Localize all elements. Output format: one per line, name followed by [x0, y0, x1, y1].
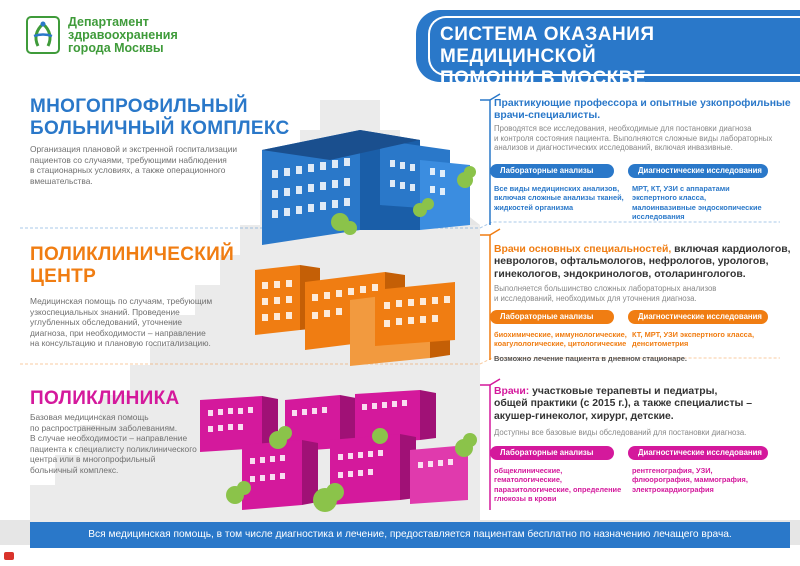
- clinic-lab-line: паразитологические, определение: [494, 484, 622, 494]
- clinic-lab-line: общеклинические,: [494, 466, 563, 475]
- polyclinic-center-building-illustration: [255, 265, 455, 366]
- hospital-lab-label: Лабораторные анализы: [490, 164, 614, 178]
- clinic-diag-line: рентгенография, УЗИ,: [632, 466, 713, 475]
- center-head-line-2: неврологов, офтальмологов, нефрологов, урологов,: [494, 256, 769, 268]
- center-desc-line: узкоспециальных знаний. Проведение: [30, 306, 180, 317]
- center-head-line-3: гинекологов, эндокринологов, отоларингологов.: [494, 268, 746, 280]
- clinic-diag-label: Диагностические исследования: [628, 446, 768, 460]
- clinic-desc-line: больничный комплекс.: [30, 464, 119, 475]
- logo: [26, 16, 178, 55]
- clinic-building-illustration: [200, 390, 477, 512]
- clinic-subtext: [494, 428, 794, 438]
- hospital-diag-line: исследования: [632, 212, 685, 222]
- footer-bar: [30, 522, 790, 548]
- clinic-desc-line: по распространенным заболеваниям.: [30, 422, 178, 433]
- center-diag-text: [632, 330, 782, 349]
- center-head-bold: Врачи основных специальностей,: [494, 244, 672, 255]
- center-title-line-1: ПОЛИКЛИНИЧЕСКИЙ: [30, 244, 235, 265]
- hospital-diag-line: малоинвазивные эндоскопические: [632, 202, 762, 212]
- clinic-lab-line: гематологические,: [494, 475, 562, 485]
- clinic-desc-line: В случае необходимости – направление: [30, 433, 188, 444]
- center-lab-label: Лабораторные анализы: [490, 310, 614, 324]
- center-diag-label: Диагностические исследования: [628, 310, 768, 324]
- hospital-lab-line: Все виды медицинских анализов,: [494, 184, 620, 193]
- clinic-description: [30, 412, 220, 476]
- hospital-description: [30, 144, 260, 186]
- logo-line-2: здравоохранения: [68, 28, 178, 42]
- hospital-title-line-1: МНОГОПРОФИЛЬНЫЙ: [30, 96, 248, 117]
- hospital-sub-line: и контроля состояния пациента. Выполняются сложные виды лабораторных: [494, 133, 773, 143]
- center-diag-line: КТ, МРТ, УЗИ экспертного класса,: [632, 330, 755, 339]
- hospital-diag-line: МРТ, КТ, УЗИ с аппаратами: [632, 184, 730, 193]
- hospital-sub-line: анализов и диагностических исследований, включая инвазивные.: [494, 143, 733, 153]
- clinic-head-line-3: акушер-гинеколог, хирург, детские.: [494, 410, 674, 422]
- center-desc-line: диагноза, при необходимости – направление: [30, 327, 206, 338]
- page-title-line-1: СИСТЕМА ОКАЗАНИЯ МЕДИЦИНСКОЙ: [440, 24, 655, 67]
- center-note: Возможно лечение пациента в дневном стационаре.: [494, 354, 687, 363]
- hospital-sub-line: Проводятся все исследования, необходимые для постановки диагноза: [494, 124, 752, 133]
- hospital-doctors-heading: [494, 98, 794, 123]
- center-description: [30, 296, 250, 349]
- department-emblem-icon: [26, 16, 60, 54]
- center-desc-line: углубленных обследований, уточнение: [30, 317, 183, 328]
- title-banner: [416, 10, 800, 89]
- clinic-desc-line: Базовая медицинская помощь: [30, 412, 149, 422]
- center-section-title: [30, 244, 234, 288]
- logo-line-3: города Москвы: [68, 41, 164, 55]
- hospital-head-line-2: врачи-специалисты.: [494, 110, 601, 122]
- clinic-diag-text: [632, 466, 782, 494]
- page-title-line-2: ПОМОЩИ В МОСКВЕ: [440, 68, 647, 89]
- clinic-diag-line: электрокардиография: [632, 484, 714, 494]
- hospital-desc-line: пациентов со случаями, требующими наблюдения: [30, 154, 227, 165]
- clinic-head-bold: Врачи:: [494, 386, 530, 397]
- hospital-desc-line: вмешательства.: [30, 175, 93, 186]
- center-desc-line: Медицинская помощь по случаям, требующим: [30, 296, 213, 306]
- clinic-head-line-1: участковые терапевты и педиатры,: [529, 386, 718, 397]
- hospital-desc-line: Организация плановой и экстренной госпитализации: [30, 144, 238, 154]
- center-diag-line: денситометрия: [632, 339, 689, 349]
- center-subtext: [494, 284, 794, 303]
- hospital-lab-line: включая сложные анализы тканей,: [494, 193, 624, 203]
- hospital-subtext: [494, 124, 794, 153]
- clinic-desc-line: центра или в многопрофильный: [30, 454, 156, 465]
- hospital-diag-line: экспертного класса,: [632, 193, 707, 203]
- center-lab-line: коагулологические, цитологические: [494, 339, 627, 349]
- hospital-diag-label: Диагностические исследования: [628, 164, 768, 178]
- center-sub-line: Выполняется большинство сложных лабораторных анализов: [494, 284, 717, 293]
- center-desc-line: на консультацию и плановую госпитализацию.: [30, 338, 211, 349]
- hospital-lab-line: жидкостей организма: [494, 202, 574, 212]
- hospital-desc-line: в стационарных условиях, а также операционного: [30, 165, 226, 176]
- clinic-diag-line: флюорография, маммография,: [632, 475, 748, 485]
- logo-text: [68, 16, 178, 55]
- center-sub-line: и исследований, необходимых для уточнения диагноза.: [494, 293, 697, 303]
- clinic-section-title: [30, 388, 180, 410]
- center-doctors-heading: [494, 244, 794, 281]
- center-lab-text: [494, 330, 634, 349]
- clinic-sub-line: Доступны все базовые виды обследований для постановки диагноза.: [494, 428, 747, 437]
- clinic-lab-label: Лабораторные анализы: [490, 446, 614, 460]
- clinic-desc-line: пациента к специалисту поликлинического: [30, 443, 197, 454]
- center-lab-line: биохимические, иммунологические,: [494, 330, 627, 339]
- hospital-lab-text: [494, 184, 624, 212]
- clinic-head-line-2: общей практики (с 2015 г.), а также специалисты –: [494, 398, 753, 410]
- corner-badge-icon: [4, 552, 14, 560]
- clinic-lab-line: глюкозы в крови: [494, 494, 557, 504]
- center-title-line-2: ЦЕНТР: [30, 266, 97, 287]
- hospital-building-illustration: [262, 130, 476, 245]
- footer-text: Вся медицинская помощь, в том числе диагностика и лечение, предоставляется пациентам бесплатно по назначению лечащего врача.: [88, 529, 732, 540]
- clinic-title-line-1: ПОЛИКЛИНИКА: [30, 388, 180, 409]
- clinic-doctors-heading: [494, 386, 794, 423]
- hospital-section-title: [30, 96, 290, 140]
- hospital-head-line-1: Практикующие профессора и опытные узкопрофильные: [494, 98, 791, 109]
- hospital-title-line-2: БОЛЬНИЧНЫЙ КОМПЛЕКС: [30, 118, 290, 139]
- page-title: [440, 24, 794, 90]
- center-head-line-1: включая кардиологов,: [671, 244, 791, 255]
- clinic-lab-text: [494, 466, 634, 504]
- hospital-diag-text: [632, 184, 782, 222]
- logo-line-1: Департамент: [68, 15, 149, 29]
